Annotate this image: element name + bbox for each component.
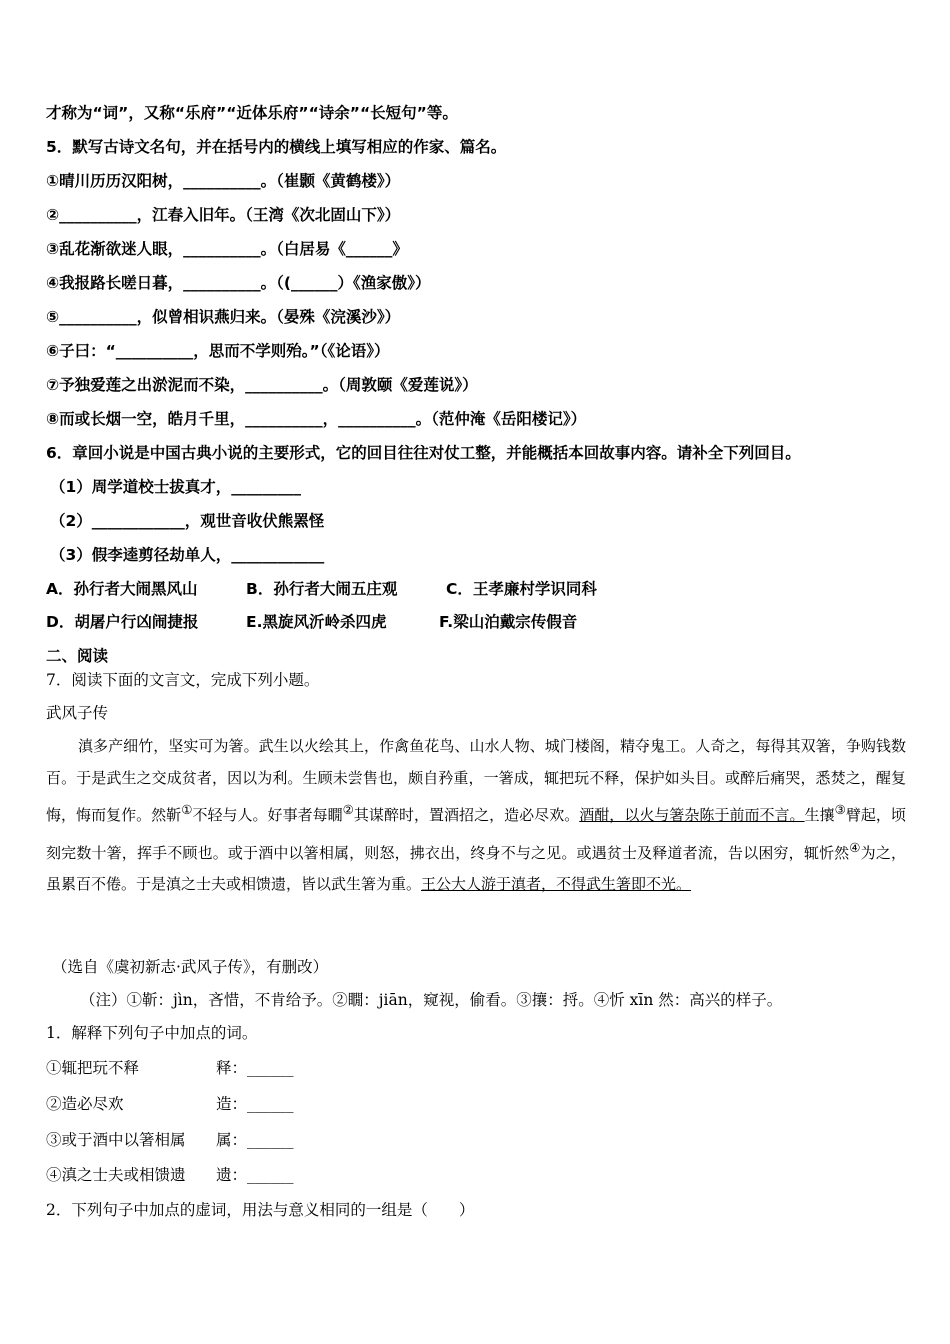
- note-ref: ③: [834, 802, 846, 817]
- sub2-title: 2．下列句子中加点的虚词，用法与意义相同的一组是（ ）: [46, 1201, 475, 1219]
- q5-item: ⑤__________，似曾相识燕归来。（晏殊《浣溪沙》）: [46, 308, 401, 326]
- q5-item: ⑦予独爱莲之出淤泥而不染，__________。（周敦颐《爱莲说》）: [46, 376, 478, 394]
- intro-line: 才称为“词”，又称“乐府”“近体乐府”“诗余”“长短句”等。: [46, 104, 458, 122]
- sub1-answer: 遗：______: [216, 1166, 294, 1184]
- q5-item: ③乱花渐欲迷人眼，__________。（白居易《______》: [46, 240, 408, 258]
- q5-item: ②__________，江春入旧年。（王湾《次北固山下》）: [46, 206, 401, 224]
- q6-options-row2: [46, 612, 577, 632]
- passage-body: [46, 731, 906, 901]
- underlined-sentence: 王公大人游于滇者，不得武生箸即不光。: [421, 875, 692, 893]
- underlined-sentence: 酒酣，以火与箸杂陈于前而不言。: [579, 806, 805, 824]
- option-f: F.梁山泊戴宗传假音: [439, 613, 578, 631]
- q6-item: （2）____________，观世音收伏熊罴怪: [50, 512, 325, 530]
- note-ref: ④: [849, 839, 861, 855]
- option-c: C．王孝廉村学识同科: [446, 580, 597, 598]
- sub1-item: [46, 1130, 294, 1150]
- passage-source: （选自《虞初新志·武风子传》，有删改）: [52, 958, 329, 976]
- passage-text: 为之，虽累百不倦。于是滇之士夫或相馈遗，皆以武生箸为重。: [46, 843, 906, 893]
- q5-item: ⑥子曰：“__________，思而不学则殆。”（《论语》）: [46, 342, 390, 360]
- sub1-sentence: ④滇之士夫或相馈遗: [46, 1166, 186, 1184]
- q7-title: 7．阅读下面的文言文，完成下列小题。: [46, 671, 320, 689]
- q6-title: 6．章回小说是中国古典小说的主要形式，它的回目往往对仗工整，并能概括本回故事内容。请补全下列回目。: [46, 444, 801, 462]
- sub1-sentence: ②造必尽欢: [46, 1095, 124, 1113]
- option-b: B．孙行者大闹五庄观: [246, 580, 398, 598]
- passage-title: 武风子传: [46, 704, 109, 722]
- q5-item: ①晴川历历汉阳树，__________。（崔颢《黄鹤楼》）: [46, 172, 401, 190]
- note-ref: ②: [342, 802, 354, 817]
- sub1-answer: 属：______: [216, 1131, 294, 1149]
- passage-text: 其谋醉时，置酒招之，造必尽欢。: [353, 806, 580, 824]
- section-heading: 二、阅读: [46, 647, 109, 665]
- q5-title: 5．默写古诗文名句，并在括号内的横线上填写相应的作家、篇名。: [46, 138, 507, 156]
- sub1-sentence: ①辄把玩不释: [46, 1059, 140, 1077]
- sub1-answer: 释：______: [216, 1059, 294, 1077]
- sub1-item: [46, 1058, 294, 1078]
- option-a: A．孙行者大闹黑风山: [46, 580, 198, 598]
- q5-item: ④我报路长嗟日暮，__________。（(______）《渔家傲》）: [46, 274, 431, 292]
- sub1-title: 1．解释下列句子中加点的词。: [46, 1024, 258, 1042]
- sub1-sentence: ③或于酒中以箸相属: [46, 1131, 186, 1149]
- sub1-item: [46, 1165, 294, 1185]
- passage-text: 滇多产细竹，坚实可为箸。武生以火绘其上，作禽鱼花鸟、山水人物、城门楼阁，精夺鬼工。人奇之，每得其双箸，争购钱数百。于是武生之交成贫者，因以为利。生顾未尝售也，颇自矜重，一箸成，辄把玩不释，保护如头目。或醉后痛哭，悉焚之，醒复悔，悔而复作。然靳: [46, 737, 906, 824]
- passage-text: 生攘: [804, 806, 835, 824]
- note-ref: ①: [181, 802, 193, 817]
- q6-options-row1: [46, 579, 597, 599]
- q5-item: ⑧而或长烟一空，皓月千里，__________，__________。（范仲淹《岳阳楼记》）: [46, 410, 587, 428]
- option-d: D．胡屠户行凶闹捷报: [46, 613, 199, 631]
- q6-item: （1）周学道校士拔真才，_________: [50, 478, 302, 496]
- sub1-item: [46, 1094, 294, 1114]
- passage-text: 不轻与人。好事者每瞯: [192, 806, 343, 824]
- sub1-answer: 造：______: [216, 1095, 294, 1113]
- passage-notes: （注）①靳：jìn，吝惜，不肯给予。②瞯：jiān，窥视，偷看。③攘：捋。④忻 xīn 然：高兴的样子。: [80, 991, 783, 1009]
- option-e: E.黑旋风沂岭杀四虎: [246, 613, 387, 631]
- q6-item: （3）假李逵剪径劫单人，____________: [50, 546, 325, 564]
- passage-text: 臂起，顷刻完数十箸，挥手不顾也。或于酒中以箸相属，则怒，拂衣出，终身不与之见。或遇贫士及释道者流，告以困穷，辄忻然: [46, 806, 906, 862]
